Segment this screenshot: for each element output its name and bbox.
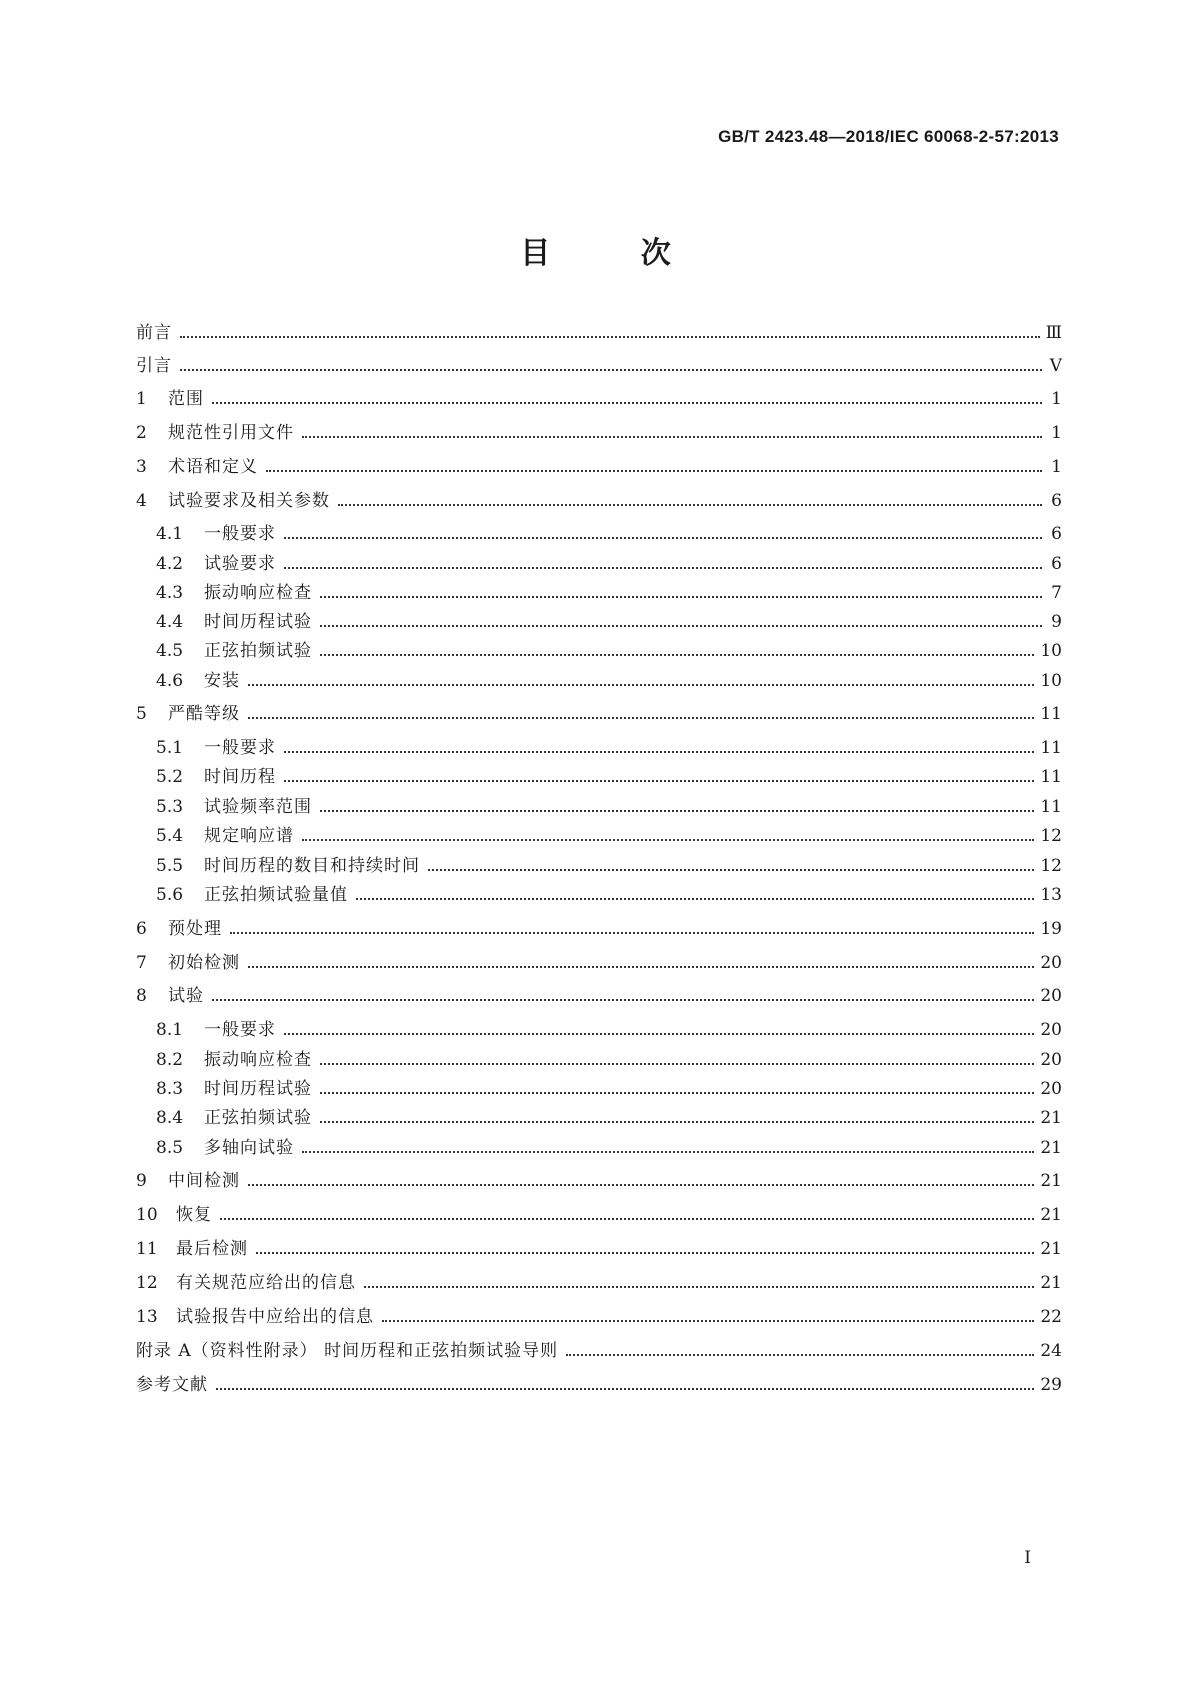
toc-entry-label: 附录 A（资料性附录） 时间历程和正弦拍频试验导则 bbox=[136, 1341, 559, 1361]
toc-entry[interactable] bbox=[136, 1238, 1062, 1260]
dot-leader bbox=[302, 436, 1042, 438]
page-number: I bbox=[1024, 1548, 1031, 1568]
toc-entry-page: 6 bbox=[1051, 524, 1062, 544]
toc-entry-page: Ⅴ bbox=[1049, 356, 1062, 376]
toc-entry-page: 1 bbox=[1051, 389, 1062, 409]
dot-leader bbox=[284, 751, 1034, 753]
dot-leader bbox=[302, 1151, 1034, 1153]
toc-subentry[interactable] bbox=[156, 640, 1062, 662]
toc-entry-label: 时间历程试验 bbox=[204, 612, 312, 632]
toc-entry-number: 5.6 bbox=[156, 885, 184, 905]
toc-entry-number: 9 bbox=[136, 1171, 147, 1191]
toc-entry-label: 正弦拍频试验量值 bbox=[204, 885, 348, 905]
toc-entry-page: 7 bbox=[1051, 583, 1062, 603]
dot-leader bbox=[356, 898, 1034, 900]
toc-entry-number: 5.1 bbox=[156, 738, 184, 758]
dot-leader bbox=[284, 1033, 1034, 1035]
toc-subentry[interactable] bbox=[156, 1078, 1062, 1100]
dot-leader bbox=[284, 537, 1042, 539]
dot-leader bbox=[248, 684, 1034, 686]
toc-entry-label: 时间历程 bbox=[204, 767, 276, 787]
toc-entry-number: 8.2 bbox=[156, 1050, 184, 1070]
toc-entry-number: 2 bbox=[136, 423, 147, 443]
toc-entry[interactable] bbox=[136, 456, 1062, 478]
toc-entry-page: 24 bbox=[1040, 1341, 1062, 1361]
dot-leader bbox=[180, 369, 1042, 371]
dot-leader bbox=[566, 1354, 1034, 1356]
toc-entry-label: 规范性引用文件 bbox=[168, 423, 294, 443]
dot-leader bbox=[338, 504, 1042, 506]
toc-entry-label: 最后检测 bbox=[176, 1239, 248, 1259]
toc-entry-label: 一般要求 bbox=[204, 738, 276, 758]
dot-leader bbox=[212, 402, 1042, 404]
toc-entry-number: 8.4 bbox=[156, 1108, 184, 1128]
toc-entry-number: 4.4 bbox=[156, 612, 184, 632]
toc-entry-label: 规定响应谱 bbox=[204, 826, 294, 846]
dot-leader bbox=[212, 999, 1034, 1001]
toc-entry-page: 20 bbox=[1040, 953, 1062, 973]
toc-entry-page: 12 bbox=[1040, 856, 1062, 876]
dot-leader bbox=[382, 1320, 1034, 1322]
dot-leader bbox=[428, 869, 1034, 871]
toc-entry-bibliography[interactable] bbox=[136, 1374, 1062, 1396]
toc-entry-number: 8 bbox=[136, 986, 147, 1006]
toc-entry-label: 安装 bbox=[204, 671, 240, 691]
toc-entry-number: 5.5 bbox=[156, 856, 184, 876]
toc-entry-label: 多轴向试验 bbox=[204, 1138, 294, 1158]
toc-entry-label: 正弦拍频试验 bbox=[204, 1108, 312, 1128]
toc-entry[interactable] bbox=[136, 355, 1062, 377]
toc-entry[interactable] bbox=[136, 422, 1062, 444]
toc-entry-label: 时间历程的数目和持续时间 bbox=[204, 856, 420, 876]
toc-entry-annex[interactable] bbox=[136, 1340, 1062, 1362]
toc-entry-label: 严酷等级 bbox=[168, 704, 240, 724]
toc-entry-number: 13 bbox=[136, 1307, 158, 1327]
toc-subentry[interactable] bbox=[156, 523, 1062, 545]
toc-entry-page: 11 bbox=[1040, 797, 1062, 817]
toc-entry-label: 一般要求 bbox=[204, 1020, 276, 1040]
toc-entry-label: 前言 bbox=[136, 323, 172, 343]
toc-entry-page: 21 bbox=[1040, 1239, 1062, 1259]
toc-entry[interactable] bbox=[136, 1272, 1062, 1294]
toc-entry-label: 试验频率范围 bbox=[204, 797, 312, 817]
toc-entry[interactable] bbox=[136, 388, 1062, 410]
toc-entry-page: 9 bbox=[1051, 612, 1062, 632]
toc-entry-label: 一般要求 bbox=[204, 524, 276, 544]
toc-entry-number: 11 bbox=[136, 1239, 158, 1259]
toc-entry-label: 试验 bbox=[168, 986, 204, 1006]
toc-entry-page: 19 bbox=[1040, 919, 1062, 939]
toc-entry-label: 振动响应检查 bbox=[204, 1050, 312, 1070]
toc-entry-number: 6 bbox=[136, 919, 147, 939]
dot-leader bbox=[320, 596, 1042, 598]
dot-leader bbox=[216, 1388, 1034, 1390]
toc-entry-page: 6 bbox=[1051, 491, 1062, 511]
toc-entry-page: 20 bbox=[1040, 1020, 1062, 1040]
toc-entry-page: 10 bbox=[1040, 671, 1062, 691]
toc-subentry[interactable] bbox=[156, 670, 1062, 692]
toc-subentry[interactable] bbox=[156, 611, 1062, 633]
toc-subentry[interactable] bbox=[156, 737, 1062, 759]
toc-entry[interactable] bbox=[136, 1170, 1062, 1192]
toc-entry-number: 8.1 bbox=[156, 1020, 184, 1040]
dot-leader bbox=[364, 1286, 1034, 1288]
dot-leader bbox=[248, 717, 1034, 719]
toc-entry-page: 21 bbox=[1040, 1205, 1062, 1225]
toc-entry-page: 6 bbox=[1051, 554, 1062, 574]
dot-leader bbox=[230, 932, 1034, 934]
toc-entry-number: 4.6 bbox=[156, 671, 184, 691]
toc-entry-label: 振动响应检查 bbox=[204, 583, 312, 603]
toc-subentry[interactable] bbox=[156, 1107, 1062, 1129]
toc-entry[interactable] bbox=[136, 985, 1062, 1007]
dot-leader bbox=[248, 1184, 1034, 1186]
toc-subentry[interactable] bbox=[156, 796, 1062, 818]
page-title: 目 次 bbox=[520, 236, 711, 271]
toc-entry-page: 11 bbox=[1040, 704, 1062, 724]
toc-entry-label: 初始检测 bbox=[168, 953, 240, 973]
toc-subentry[interactable] bbox=[156, 553, 1062, 575]
toc-entry-number: 12 bbox=[136, 1273, 158, 1293]
toc-entry-page: 22 bbox=[1040, 1307, 1062, 1327]
toc-entry-page: 21 bbox=[1040, 1171, 1062, 1191]
toc-entry-label: 恢复 bbox=[176, 1205, 212, 1225]
toc-entry-page: 20 bbox=[1040, 1050, 1062, 1070]
toc-entry-number: 8.3 bbox=[156, 1079, 184, 1099]
toc-entry-label: 试验要求及相关参数 bbox=[168, 491, 330, 511]
toc-entry-number: 4.5 bbox=[156, 641, 184, 661]
toc-entry[interactable] bbox=[136, 952, 1062, 974]
dot-leader bbox=[320, 1063, 1034, 1065]
toc-entry-number: 3 bbox=[136, 457, 147, 477]
toc-entry[interactable] bbox=[136, 322, 1062, 344]
dot-leader bbox=[320, 810, 1034, 812]
toc-subentry[interactable] bbox=[156, 1049, 1062, 1071]
toc-entry-number: 8.5 bbox=[156, 1138, 184, 1158]
toc-entry-number: 5.4 bbox=[156, 826, 184, 846]
toc-entry-page: 21 bbox=[1040, 1138, 1062, 1158]
toc-entry-label: 引言 bbox=[136, 356, 172, 376]
toc-entry-label: 试验要求 bbox=[204, 554, 276, 574]
toc-entry-number: 10 bbox=[136, 1205, 158, 1225]
dot-leader bbox=[320, 625, 1042, 627]
toc-entry-label: 参考文献 bbox=[136, 1375, 208, 1395]
toc-subentry[interactable] bbox=[156, 1019, 1062, 1041]
standard-code: GB/T 2423.48—2018/IEC 60068-2-57:2013 bbox=[718, 127, 1059, 146]
toc-subentry[interactable] bbox=[156, 825, 1062, 847]
dot-leader bbox=[284, 780, 1034, 782]
toc-entry[interactable] bbox=[136, 490, 1062, 512]
dot-leader bbox=[248, 966, 1034, 968]
dot-leader bbox=[180, 336, 1040, 338]
toc-entry-label: 中间检测 bbox=[168, 1171, 240, 1191]
toc-entry-number: 7 bbox=[136, 953, 147, 973]
toc-subentry[interactable] bbox=[156, 884, 1062, 906]
toc-entry-number: 4.3 bbox=[156, 583, 184, 603]
dot-leader bbox=[320, 654, 1034, 656]
toc-entry-number: 4.1 bbox=[156, 524, 184, 544]
toc-entry-page: 20 bbox=[1040, 986, 1062, 1006]
toc-entry-number: 5.2 bbox=[156, 767, 184, 787]
toc-entry[interactable] bbox=[136, 1204, 1062, 1226]
toc-entry-label: 正弦拍频试验 bbox=[204, 641, 312, 661]
toc-entry-page: 13 bbox=[1040, 885, 1062, 905]
toc-subentry[interactable] bbox=[156, 582, 1062, 604]
toc-subentry[interactable] bbox=[156, 855, 1062, 877]
toc-entry-number: 5 bbox=[136, 704, 147, 724]
dot-leader bbox=[284, 567, 1042, 569]
toc-subentry[interactable] bbox=[156, 766, 1062, 788]
dot-leader bbox=[320, 1121, 1034, 1123]
toc-entry[interactable] bbox=[136, 1306, 1062, 1328]
toc-entry-page: 21 bbox=[1040, 1273, 1062, 1293]
dot-leader bbox=[220, 1218, 1034, 1220]
toc-entry-page: 21 bbox=[1040, 1108, 1062, 1128]
toc-entry-page: 29 bbox=[1040, 1375, 1062, 1395]
dot-leader bbox=[256, 1252, 1034, 1254]
toc-subentry[interactable] bbox=[156, 1137, 1062, 1159]
dot-leader bbox=[266, 470, 1042, 472]
dot-leader bbox=[320, 1092, 1034, 1094]
toc-entry[interactable] bbox=[136, 918, 1062, 940]
dot-leader bbox=[302, 839, 1034, 841]
toc-entry-page: 20 bbox=[1040, 1079, 1062, 1099]
toc-entry-number: 1 bbox=[136, 389, 147, 409]
toc-entry-label: 时间历程试验 bbox=[204, 1079, 312, 1099]
toc-entry-number: 5.3 bbox=[156, 797, 184, 817]
toc-entry-page: 1 bbox=[1051, 423, 1062, 443]
toc-entry-page: 11 bbox=[1040, 767, 1062, 787]
toc-entry-page: Ⅲ bbox=[1045, 323, 1062, 343]
toc-entry-label: 预处理 bbox=[168, 919, 222, 939]
toc-entry-number: 4 bbox=[136, 491, 147, 511]
toc-entry-number: 4.2 bbox=[156, 554, 184, 574]
toc-entry-label: 有关规范应给出的信息 bbox=[176, 1273, 356, 1293]
toc-entry-label: 术语和定义 bbox=[168, 457, 258, 477]
toc-entry-page: 10 bbox=[1040, 641, 1062, 661]
toc-entry-page: 12 bbox=[1040, 826, 1062, 846]
toc-entry-label: 范围 bbox=[168, 389, 204, 409]
toc-entry[interactable] bbox=[136, 703, 1062, 725]
toc-entry-label: 试验报告中应给出的信息 bbox=[176, 1307, 374, 1327]
toc-entry-page: 1 bbox=[1051, 457, 1062, 477]
toc-entry-page: 11 bbox=[1040, 738, 1062, 758]
